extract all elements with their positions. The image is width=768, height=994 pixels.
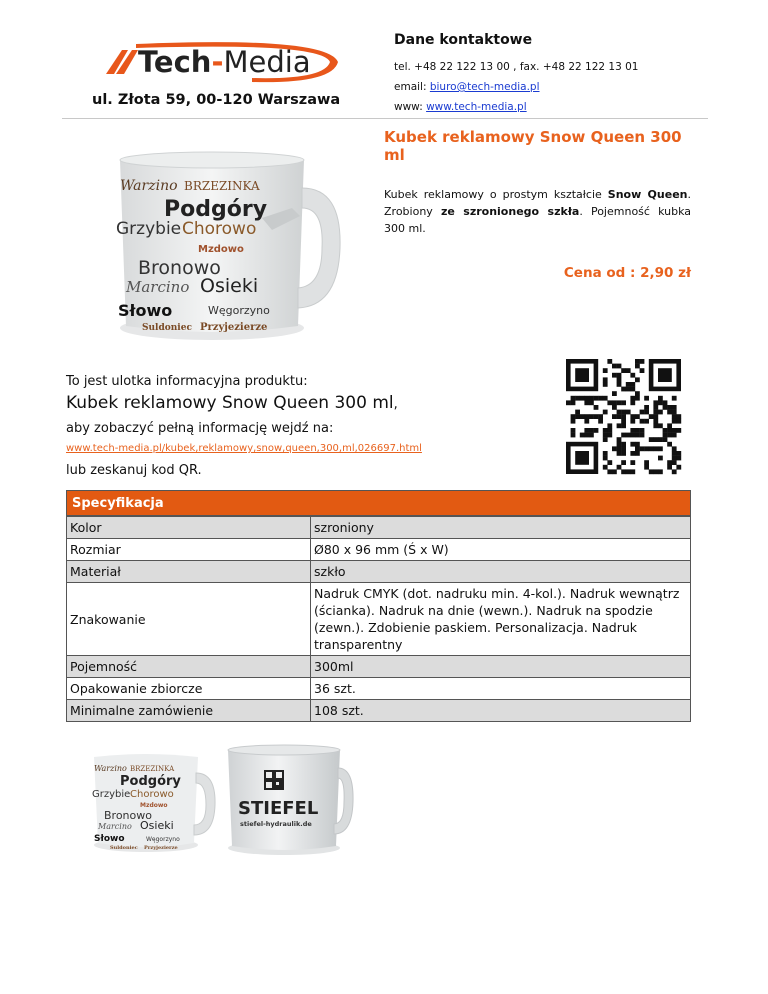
product-description: Kubek reklamowy o prostym kształcie Snow Queen. Zrobiony ze szronionego szkła. Pojemność kubka 300 ml.: [384, 188, 691, 235]
mug-word: Podgóry: [120, 774, 181, 789]
mug-word: BRZEZINKA: [130, 765, 175, 773]
tech-media-logo: [102, 40, 342, 84]
mug-word: Węgorzyno: [208, 304, 270, 317]
mug-word: Osieki: [140, 819, 174, 832]
spec-value: Ø80 x 96 mm (Ś x W): [314, 542, 449, 557]
phone-line: tel. +48 22 122 13 00 , fax. +48 22 122 13 01: [394, 61, 639, 73]
mug-word: Przyjezierze: [200, 322, 268, 333]
mug-word: Mzdowo: [140, 802, 168, 809]
mug-word: BRZEZINKA: [184, 179, 260, 193]
qr-icon: [264, 770, 284, 790]
mug-word: Warzino: [94, 764, 127, 773]
spec-key: Znakowanie: [67, 583, 311, 655]
flyer-info: [66, 374, 526, 479]
mug-word: Grzybie: [116, 219, 182, 239]
flyer-link-line: [66, 441, 526, 457]
flyer-intro: To jest ulotka informacyjna produktu:: [66, 374, 308, 389]
table-row: [67, 582, 690, 655]
spec-value: Nadruk CMYK (dot. nadruku min. 4-kol.). Nadruk wewnątrz (ścianka). Nadruk na dnie (wewn.). Nadruk na spodzie (zewn.). Zdobienie paskiem. Personalizacja. Nadruk transparentny: [314, 586, 680, 652]
company-address: ul. Złota 59, 00-120 Warszawa: [92, 92, 341, 108]
spec-value: szroniony: [314, 520, 374, 535]
mug-word: Bronowo: [104, 809, 152, 822]
spec-value: 108 szt.: [314, 703, 364, 718]
product-info: [384, 128, 691, 281]
spec-key: Minimalne zamówienie: [67, 700, 311, 721]
table-row: [67, 516, 690, 538]
mug-word: Warzino: [120, 178, 178, 194]
spec-key: Opakowanie zbiorcze: [67, 678, 311, 699]
spec-value: 36 szt.: [314, 681, 356, 696]
table-row: [67, 677, 690, 699]
page-header: [62, 30, 708, 118]
mug-word: Suldoniec: [110, 845, 138, 851]
mug-word: Słowo: [94, 834, 125, 844]
flyer-scan-qr: lub zeskanuj kod QR.: [66, 463, 202, 478]
mug-brand: STIEFEL: [238, 798, 319, 819]
flyer-see-more: aby zobaczyć pełną informację wejdź na:: [66, 421, 334, 436]
logo-tech: Tech: [138, 45, 212, 79]
product-title: Kubek reklamowy Snow Queen 300 ml: [384, 128, 682, 164]
table-row: [67, 560, 690, 582]
mug-word: Węgorzyno: [146, 836, 180, 843]
email-line: email: biuro@tech-media.pl: [394, 81, 540, 93]
table-row: [67, 699, 690, 721]
mug-word: Chorowo: [130, 789, 174, 800]
email-link[interactable]: biuro@tech-media.pl: [429, 81, 540, 93]
logo-media: Media: [223, 45, 311, 79]
spec-key: Materiał: [67, 561, 311, 582]
contact-title: Dane kontaktowe: [394, 32, 533, 48]
mug-word: Osieki: [200, 275, 259, 297]
mug-word: Podgóry: [164, 197, 268, 222]
mug-word: Bronowo: [138, 257, 221, 279]
mug-word: Słowo: [118, 301, 173, 320]
product-price: Cena od : 2,90 zł: [563, 265, 691, 281]
qr-code: [563, 357, 689, 477]
table-row: [67, 655, 690, 677]
spec-table: [66, 490, 691, 722]
mug-word: Marcino: [126, 278, 190, 296]
product-image-variant-2: [224, 742, 354, 859]
logo-dash: -: [211, 45, 224, 79]
www-link[interactable]: www.tech-media.pl: [426, 101, 527, 113]
product-image: [112, 138, 342, 358]
flyer-product-name: Kubek reklamowy Snow Queen 300 ml,: [66, 393, 398, 413]
spec-value: szkło: [314, 564, 346, 579]
contact-block: [394, 32, 708, 117]
mug-word: Mzdowo: [198, 244, 244, 255]
spec-value: 300ml: [314, 659, 354, 674]
spec-key: Pojemność: [67, 656, 311, 677]
spec-title: Specyfikacja: [67, 491, 690, 516]
mug-word: Przyjezierze: [144, 845, 178, 851]
table-row: [67, 538, 690, 560]
www-line: www: www.tech-media.pl: [394, 101, 527, 113]
product-url-link[interactable]: www.tech-media.pl/kubek,reklamowy,snow,queen,300,ml,026697.html: [66, 443, 422, 454]
mug-site: stiefel-hydraulik.de: [240, 820, 312, 828]
header-divider: [62, 118, 708, 119]
spec-key: Rozmiar: [67, 539, 311, 560]
mug-word: Marcino: [98, 822, 132, 831]
mug-word: Grzybie: [92, 789, 131, 800]
mug-word: Suldoniec: [142, 323, 192, 333]
mug-word: Chorowo: [182, 219, 257, 239]
product-image-variant-1: [90, 745, 216, 857]
spec-key: Kolor: [67, 517, 311, 538]
